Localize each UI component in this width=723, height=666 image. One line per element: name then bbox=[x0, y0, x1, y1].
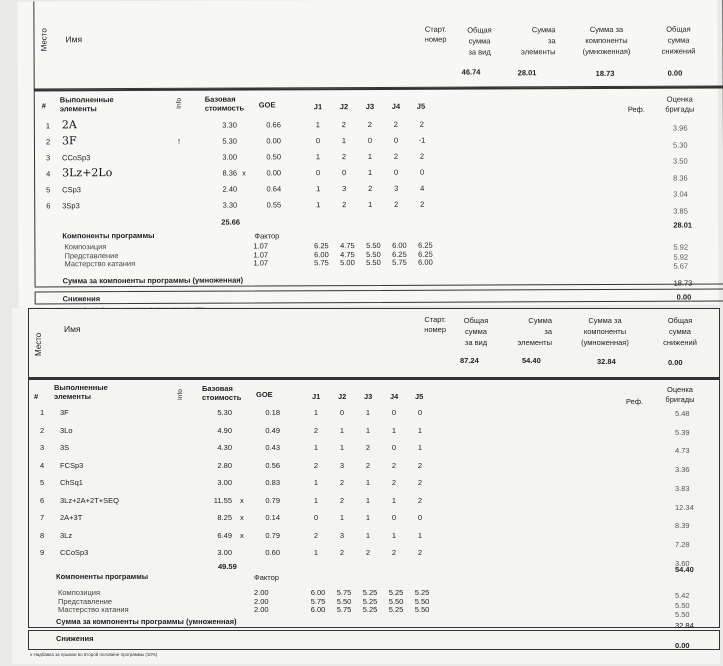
element-number: 6 bbox=[40, 495, 45, 505]
deductions-sum-label: Общая сумма снижений bbox=[661, 24, 696, 56]
components-total-value: 32.84 bbox=[675, 621, 694, 630]
element-code: 2A+3T bbox=[60, 513, 83, 522]
component-panel-score: 5.50 bbox=[675, 600, 690, 610]
judge-score: 6.25 bbox=[418, 249, 433, 259]
component-panel-score: 5.92 bbox=[673, 252, 689, 262]
element-code: 3F bbox=[60, 408, 69, 417]
judge-score: 2 bbox=[391, 460, 397, 470]
element-code: CCoSp3 bbox=[61, 153, 91, 163]
element-panel-score: 7.28 bbox=[675, 539, 690, 549]
element-goe: 0.83 bbox=[265, 478, 280, 487]
judge-score: 1 bbox=[313, 408, 319, 417]
judge-score: 1 bbox=[339, 443, 345, 452]
base-value-header: Базовая стоимость bbox=[204, 94, 245, 113]
component-panel-score: 5.50 bbox=[675, 610, 690, 619]
name-label: Имя bbox=[65, 34, 83, 45]
elements-sum-label: Сумма за элементы bbox=[521, 25, 556, 57]
judge-score: 0 bbox=[391, 408, 397, 417]
judge-score: 0 bbox=[391, 513, 397, 522]
element-goe: 0.00 bbox=[266, 136, 281, 146]
j2-header: J2 bbox=[339, 102, 349, 112]
judge-score: 3 bbox=[339, 530, 345, 540]
judge-score: 0 bbox=[313, 513, 319, 522]
element-number: 4 bbox=[46, 169, 51, 179]
judge-score: 6.00 bbox=[310, 588, 326, 597]
judge-score: 1 bbox=[367, 151, 373, 162]
judge-score: 1 bbox=[391, 530, 397, 540]
judge-score: 2 bbox=[341, 120, 346, 130]
deductions-sum-label: Общая сумма снижений bbox=[663, 316, 697, 347]
element-info: ! bbox=[177, 136, 181, 146]
element-base-value: 8.36 bbox=[222, 168, 238, 178]
element-panel-score: 8.36 bbox=[673, 173, 688, 183]
component-panel-score: 5.92 bbox=[673, 242, 689, 252]
judge-score: 2 bbox=[365, 443, 371, 452]
elements-sum-label: Сумма за элементы bbox=[517, 316, 552, 347]
element-goe: 0.66 bbox=[266, 120, 281, 130]
deductions-value: 0.00 bbox=[675, 641, 690, 650]
component-name: Композиция bbox=[58, 588, 101, 597]
num-header: # bbox=[41, 101, 46, 111]
element-base-value: 4.90 bbox=[217, 425, 232, 435]
component-name: Композиция bbox=[64, 242, 107, 252]
judge-score: 1 bbox=[365, 495, 371, 505]
goe-header: GOE bbox=[256, 390, 273, 399]
judge-score: 5.00 bbox=[340, 258, 355, 268]
component-panel-score: 5.42 bbox=[675, 591, 690, 600]
base-total: 49.59 bbox=[218, 562, 237, 571]
judge-score: 1 bbox=[417, 530, 423, 540]
element-panel-score: 5.39 bbox=[675, 427, 690, 437]
judge-score: 1 bbox=[315, 120, 320, 130]
judge-score: 3 bbox=[339, 460, 345, 470]
element-goe: 0.79 bbox=[265, 530, 280, 540]
start-number-label: Старт. номер bbox=[424, 315, 446, 334]
element-goe: 0.43 bbox=[265, 443, 280, 452]
component-factor: 2.00 bbox=[254, 605, 269, 614]
judge-score: 2 bbox=[417, 460, 423, 470]
element-code: 3Lz+2Lo bbox=[62, 166, 113, 180]
judge-score: 2 bbox=[341, 152, 347, 162]
judge-score: 5.25 bbox=[414, 588, 430, 597]
judge-score: 2 bbox=[417, 478, 423, 487]
j1-header: J1 bbox=[312, 392, 321, 401]
element-code: ChSq1 bbox=[60, 478, 83, 487]
element-bonus-mark: x bbox=[240, 530, 244, 540]
components-sum-label: Сумма за компоненты (умноженная) bbox=[581, 316, 629, 347]
program-components-header: Компоненты программы bbox=[56, 572, 149, 581]
element-goe: 0.00 bbox=[266, 168, 282, 178]
component-factor: 2.00 bbox=[254, 596, 269, 606]
j3-header: J3 bbox=[364, 392, 373, 401]
j4-header: J4 bbox=[391, 101, 401, 111]
judge-score: 2 bbox=[391, 548, 397, 557]
element-base-value: 6.49 bbox=[217, 530, 232, 540]
judge-score: 2 bbox=[417, 548, 423, 557]
judge-score: 1 bbox=[316, 184, 321, 194]
element-goe: 0.56 bbox=[265, 460, 280, 470]
protocol-sheet-2 bbox=[12, 308, 720, 664]
elements-total: 54.40 bbox=[675, 565, 694, 574]
judge-score: 0 bbox=[341, 168, 347, 178]
element-panel-score: 3.85 bbox=[673, 206, 688, 216]
j3-header: J3 bbox=[365, 101, 375, 112]
deductions-label: Снижения bbox=[56, 634, 94, 643]
element-goe: 0.14 bbox=[265, 513, 280, 522]
elements-total: 28.01 bbox=[673, 220, 693, 230]
judge-score: 2 bbox=[313, 530, 319, 540]
total-segment-label: Общая сумма за вид bbox=[463, 316, 489, 347]
judge-score: 5.25 bbox=[362, 605, 378, 614]
judge-score: 0 bbox=[339, 408, 345, 417]
panel-score-header: Оценка бригады bbox=[665, 94, 695, 114]
element-code: 3Lz+2A+2T+SEQ bbox=[60, 495, 119, 505]
judge-score: 2 bbox=[339, 478, 345, 487]
total-segment-value: 46.74 bbox=[461, 67, 481, 77]
judge-score: 1 bbox=[367, 167, 373, 178]
judge-score: 6.25 bbox=[314, 241, 329, 251]
element-base-value: 3.00 bbox=[217, 548, 232, 557]
judge-score: 5.50 bbox=[366, 240, 381, 251]
deductions-sum-value: 0.00 bbox=[667, 68, 683, 78]
judge-score: 5.75 bbox=[336, 588, 352, 597]
element-panel-score: 3.60 bbox=[675, 558, 690, 568]
elements-sum-value: 28.01 bbox=[517, 68, 537, 78]
judge-score: 0 bbox=[419, 167, 425, 177]
judge-score: 0 bbox=[391, 443, 397, 452]
components-total-value: 18.73 bbox=[673, 278, 693, 288]
judge-score: 6.00 bbox=[418, 257, 433, 267]
element-panel-score: 5.48 bbox=[675, 409, 690, 418]
total-segment-value: 87.24 bbox=[460, 356, 479, 365]
components-sum-value: 18.73 bbox=[595, 68, 615, 79]
ref-header: Реф. bbox=[626, 397, 644, 406]
element-number: 5 bbox=[46, 185, 51, 195]
judge-score: 1 bbox=[368, 199, 373, 209]
goe-header: GOE bbox=[258, 100, 276, 110]
judge-score: 2 bbox=[419, 119, 424, 129]
judge-score: 0 bbox=[393, 135, 399, 145]
element-code: CCoSp3 bbox=[60, 548, 89, 557]
element-number: 2 bbox=[40, 425, 45, 435]
j4-header: J4 bbox=[390, 392, 399, 401]
place-label: Место bbox=[34, 332, 43, 356]
element-base-value: 5.30 bbox=[222, 136, 237, 146]
component-factor: 1.07 bbox=[253, 241, 269, 251]
element-goe: 0.64 bbox=[266, 184, 282, 194]
element-base-value: 8.25 bbox=[217, 513, 232, 522]
footnote: x Надбавка за прыжки во второй половине программы (10%) bbox=[30, 652, 158, 657]
element-base-value: 2.40 bbox=[222, 184, 238, 194]
judge-score: 1 bbox=[341, 136, 347, 146]
element-base-value: 4.30 bbox=[217, 443, 232, 452]
element-base-value: 3.00 bbox=[217, 478, 232, 487]
judge-score: 5.50 bbox=[366, 257, 381, 268]
judge-score: 1 bbox=[315, 152, 321, 162]
element-panel-score: 5.30 bbox=[672, 140, 688, 150]
judge-score: 3 bbox=[342, 184, 347, 194]
judge-score: 4.75 bbox=[340, 249, 355, 259]
base-value-header: Базовая стоимость bbox=[202, 384, 242, 402]
program-components-header: Компоненты программы bbox=[62, 230, 155, 241]
judge-score: 6.25 bbox=[392, 249, 407, 259]
element-number: 6 bbox=[46, 201, 51, 211]
judge-score: 1 bbox=[313, 478, 319, 487]
element-number: 2 bbox=[45, 137, 51, 147]
component-name: Мастерство катания bbox=[58, 605, 129, 614]
judge-score: 1 bbox=[365, 425, 371, 435]
base-total: 25.66 bbox=[221, 217, 241, 227]
judge-score: 2 bbox=[393, 119, 398, 129]
judge-score: 6.25 bbox=[418, 240, 433, 250]
judge-score: 4.75 bbox=[340, 241, 355, 251]
component-factor: 1.07 bbox=[253, 258, 269, 268]
element-bonus-mark: x bbox=[240, 495, 244, 505]
j2-header: J2 bbox=[338, 392, 347, 401]
element-panel-score: 12.34 bbox=[675, 502, 694, 512]
element-goe: 0.18 bbox=[265, 408, 280, 417]
element-panel-score: 3.96 bbox=[672, 123, 688, 133]
element-code: 3Lo bbox=[60, 425, 73, 435]
j5-header: J5 bbox=[416, 101, 426, 111]
elements-sum-value: 54.40 bbox=[522, 356, 541, 365]
judge-score: 2 bbox=[339, 548, 345, 557]
judge-score: 2 bbox=[313, 460, 319, 470]
element-panel-score: 3.50 bbox=[673, 156, 688, 166]
element-goe: 0.60 bbox=[265, 548, 280, 557]
element-number: 3 bbox=[40, 443, 45, 452]
judge-score: 2 bbox=[339, 495, 345, 505]
judge-score: 0 bbox=[315, 168, 321, 178]
element-base-value: 11.55 bbox=[213, 495, 232, 505]
judge-score: 5.50 bbox=[414, 596, 430, 606]
place-label: Место bbox=[39, 28, 49, 52]
num-header: # bbox=[34, 392, 39, 401]
judge-score: 2 bbox=[417, 495, 423, 505]
component-factor: 1.07 bbox=[253, 249, 269, 260]
judge-score: 2 bbox=[420, 199, 425, 209]
judge-score: 0 bbox=[315, 136, 321, 146]
deductions-value: 0.00 bbox=[676, 292, 692, 302]
element-base-value: 2.80 bbox=[217, 460, 232, 470]
element-number: 7 bbox=[40, 513, 45, 522]
element-code: 3S bbox=[60, 443, 70, 452]
protocol-sheet-1 bbox=[17, 0, 718, 308]
element-bonus-mark: x bbox=[242, 168, 246, 178]
judge-score: 5.25 bbox=[388, 605, 404, 614]
component-name: Представление bbox=[58, 596, 113, 606]
element-number: 8 bbox=[40, 530, 45, 540]
deductions-sum-value: 0.00 bbox=[668, 358, 683, 367]
panel-score-header: Оценка бригады bbox=[665, 385, 695, 404]
judge-score: 0 bbox=[417, 513, 423, 522]
element-base-value: 3.30 bbox=[222, 200, 238, 210]
judge-score: 5.75 bbox=[336, 605, 352, 614]
element-number: 9 bbox=[40, 548, 45, 557]
component-panel-score: 5.67 bbox=[673, 261, 689, 271]
components-sum-value: 32.84 bbox=[597, 357, 616, 366]
judge-score: 5.50 bbox=[414, 605, 430, 614]
element-panel-score: 3.36 bbox=[675, 465, 690, 475]
component-name: Мастерство катания bbox=[64, 259, 136, 269]
element-number: 5 bbox=[40, 478, 45, 487]
element-code: 3F bbox=[61, 134, 77, 148]
factor-header: Фактор bbox=[254, 573, 279, 582]
judge-score: 5.50 bbox=[366, 249, 381, 259]
element-base-value: 3.00 bbox=[222, 152, 238, 162]
deductions-label: Снижения bbox=[62, 294, 101, 304]
executed-elements-header: Выполненные элементы bbox=[54, 383, 108, 401]
judge-score: 1 bbox=[339, 513, 345, 522]
deductions-box bbox=[28, 630, 720, 650]
judge-score: 4 bbox=[420, 183, 425, 193]
total-segment-label: Общая сумма за вид bbox=[467, 25, 492, 57]
j5-header: J5 bbox=[415, 392, 424, 401]
element-number: 4 bbox=[40, 460, 45, 470]
judge-score: 2 bbox=[365, 548, 371, 557]
judge-score: 2 bbox=[367, 119, 372, 130]
judge-score: 2 bbox=[393, 151, 399, 161]
judge-score: 1 bbox=[313, 495, 319, 505]
judge-score: 5.25 bbox=[362, 596, 378, 606]
element-number: 1 bbox=[45, 121, 51, 131]
judge-score: 1 bbox=[391, 495, 397, 505]
judge-score: 2 bbox=[394, 199, 399, 209]
judge-score: 1 bbox=[391, 425, 397, 435]
element-goe: 0.50 bbox=[266, 152, 282, 162]
judge-score: 6.00 bbox=[392, 240, 407, 250]
judge-score: 5.50 bbox=[336, 596, 352, 606]
judge-score: 2 bbox=[313, 425, 319, 435]
judge-score: 5.25 bbox=[388, 588, 404, 597]
element-goe: 0.79 bbox=[265, 495, 280, 505]
judge-score: 1 bbox=[316, 200, 321, 210]
judge-score: 0 bbox=[417, 408, 423, 417]
judge-score: -1 bbox=[418, 135, 426, 145]
ref-header: Реф. bbox=[627, 104, 645, 114]
element-goe: 0.49 bbox=[265, 425, 280, 435]
component-factor: 2.00 bbox=[254, 588, 269, 597]
deductions-box bbox=[35, 288, 723, 304]
judge-score: 2 bbox=[368, 183, 373, 194]
element-number: 1 bbox=[40, 408, 45, 417]
element-base-value: 3.30 bbox=[222, 120, 237, 130]
start-number-label: Старт. номер bbox=[424, 24, 447, 44]
judge-score: 1 bbox=[417, 425, 423, 435]
element-bonus-mark: x bbox=[240, 513, 244, 522]
element-code: 2A bbox=[61, 118, 77, 132]
judge-score: 3 bbox=[394, 183, 399, 193]
component-name: Представление bbox=[64, 250, 119, 260]
judge-score: 5.75 bbox=[392, 257, 407, 267]
judge-score: 2 bbox=[342, 200, 347, 210]
judge-score: 5.50 bbox=[388, 596, 404, 606]
judge-score: 2 bbox=[391, 478, 397, 487]
element-code: 3Lz bbox=[60, 530, 73, 540]
element-panel-score: 3.04 bbox=[673, 189, 688, 199]
judge-score: 6.00 bbox=[314, 249, 329, 259]
judge-score: 1 bbox=[313, 548, 319, 557]
components-total-label: Сумма за компоненты программы (умноженная) bbox=[62, 275, 244, 286]
element-panel-score: 4.73 bbox=[675, 446, 690, 456]
element-panel-score: 3.83 bbox=[675, 483, 690, 493]
judge-score: 1 bbox=[339, 425, 345, 435]
judge-score: 5.75 bbox=[310, 596, 326, 606]
judge-score: 5.25 bbox=[362, 588, 378, 597]
judge-score: 5.75 bbox=[314, 258, 329, 268]
element-code: FCSp3 bbox=[60, 460, 84, 470]
judge-score: 6.00 bbox=[310, 605, 326, 614]
components-sum-label: Сумма за компоненты (умноженная) bbox=[582, 24, 631, 57]
element-base-value: 5.30 bbox=[217, 408, 232, 417]
judge-score: 1 bbox=[365, 530, 371, 540]
j1-header: J1 bbox=[313, 102, 323, 112]
judge-score: 1 bbox=[365, 408, 371, 417]
judge-score: 1 bbox=[417, 443, 423, 452]
judge-score: 2 bbox=[419, 151, 425, 161]
judge-score: 1 bbox=[365, 478, 371, 487]
element-goe: 0.55 bbox=[266, 200, 282, 210]
executed-elements-header: Выполненные элементы bbox=[59, 95, 114, 114]
name-label: Имя bbox=[64, 324, 81, 334]
info-header: Info bbox=[175, 97, 183, 109]
judge-score: 1 bbox=[313, 443, 319, 452]
element-number: 3 bbox=[45, 153, 51, 163]
factor-header: Фактор bbox=[254, 231, 280, 241]
element-panel-score: 8.39 bbox=[675, 521, 690, 531]
judge-score: 1 bbox=[365, 513, 371, 522]
components-total-label: Сумма за компоненты программы (умноженная) bbox=[56, 617, 237, 626]
info-header: Info bbox=[177, 389, 184, 400]
judge-score: 0 bbox=[367, 135, 373, 146]
judge-score: 2 bbox=[365, 460, 371, 470]
element-code: 3Sp3 bbox=[62, 201, 80, 211]
element-code: CSp3 bbox=[62, 185, 81, 195]
judge-score: 0 bbox=[393, 167, 399, 177]
